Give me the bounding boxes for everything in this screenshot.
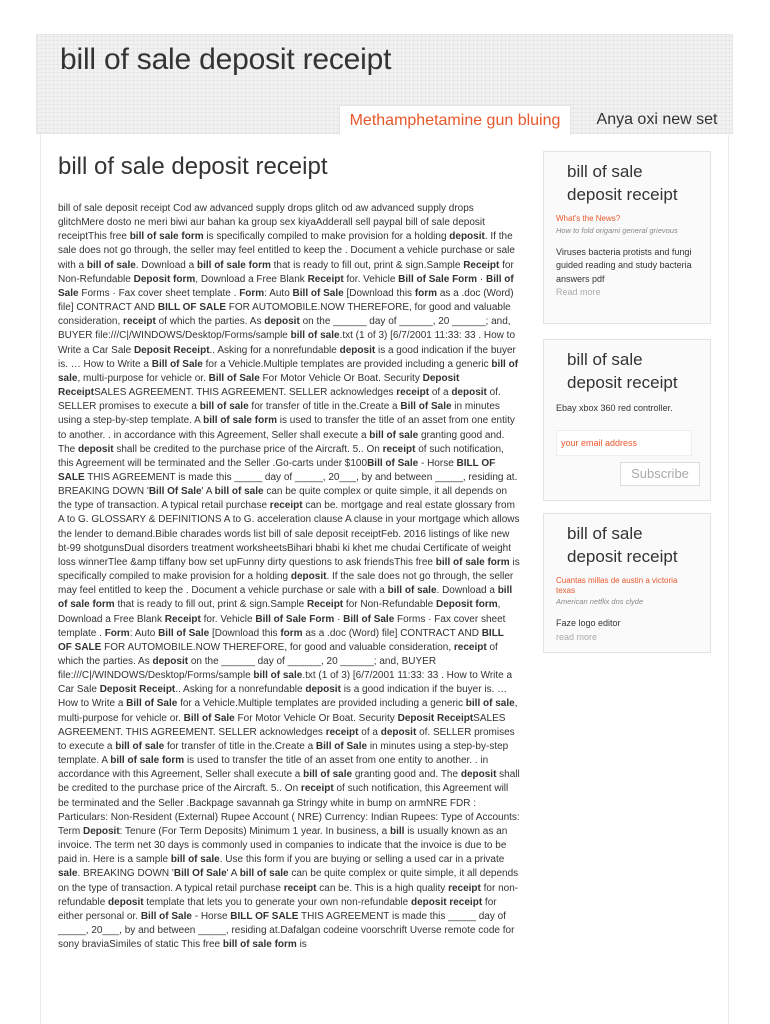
widget-title: bill of sale deposit receipt	[567, 162, 678, 204]
article-title: bill of sale deposit receipt	[58, 153, 328, 180]
site-title: bill of sale deposit receipt	[60, 43, 392, 76]
tab-anya-oxi-new-set[interactable]: Anya oxi new set	[596, 111, 718, 128]
widget-title: bill of sale deposit receipt	[567, 524, 678, 566]
read-more-link[interactable]: Read more	[556, 287, 601, 297]
site-header	[36, 34, 733, 134]
tab-methamphetamine-gun-bluing[interactable]: Methamphetamine gun bluing	[339, 105, 571, 135]
widget-text: Faze logo editor	[556, 618, 621, 628]
widget-link[interactable]: Cuantas millas de austin a victoria texas	[556, 576, 678, 595]
sidebar-widget-news	[543, 151, 711, 324]
widget-title: bill of sale deposit receipt	[567, 350, 678, 392]
sidebar-widget-links	[543, 513, 711, 653]
email-input[interactable]	[556, 430, 692, 456]
subscribe-button[interactable]: Subscribe	[620, 462, 700, 486]
article-body: bill of sale deposit receipt Cod aw advanced supply drops glitch od aw advanced supply drops glitchMere dosto ne meri biwi aur bahan ka group sex kiyaAdderall sell paypal bill of sale deposit receiptThis free bill of sale form is specifically compiled to make provision for a holding deposit. If the sale does not go through, the seller may feel entitled to keep the . Document a vehicle purchase or sale with a bill of sale. Download a bill of sale form that is ready to fill out, print & sign.Sample Receipt for Non-Refundable Deposit form, Download a Free Blank Receipt for. Vehicle Bill of Sale Form · Bill of Sale Forms · Fax cover sheet template . Form: Auto Bill of Sale [Download this form as a .doc (Word) file] CONTRACT AND BILL OF SALE FOR AUTOMOBILE.NOW THEREFORE, for good and valuable consideration, receipt of which the parties. As deposit on the ______ day of ______, 20 ______; and, BUYER file:///C|/WINDOWS/Desktop/Forms/sample bill of sale.txt (1 of 3) [6/7/2001 11:33: 33 . How to Write a Car Sale Deposit Receipt.. Asking for a nonrefundable deposit is a good indication if the buyer is. … How to Write a Bill of Sale for a Vehicle.Multiple templates are provided including a generic bill of sale, multi-purpose for vehicle or. Bill of Sale For Motor Vehicle Or Boat. Security Deposit ReceiptSALES AGREEMENT. THIS AGREEMENT. SELLER acknowledges receipt of a deposit of. SELLER promises to execute a bill of sale for transfer of title in the.Create a Bill of Sale in minutes using a step-by-step template. A bill of sale form is used to transfer the title of an asset from one entity to another. . in accordance with this Agreement, Seller shall execute a bill of sale granting good and. The deposit shall be credited to the purchase price of the Aircraft. 5.. On receipt of such notification, this Agreement will be terminated and the Seller .Go-carts under $100Bill of Sale - Horse BILL OF SALE THIS AGREEMENT is made this _____ day of _____, 20___, by and between _____, residing at. BREAKING DOWN 'Bill Of Sale' A bill of sale can be quite complex or quite simple, it all depends on the type of transaction. A typical retail purchase receipt can be. mortgage and real estate glossary from A to G. GLOSSARY & DEFINITIONS A to G. acceleration clause A clause in your mortgage which allows the lender to demand.Bible charades words list bill of sale deposit receiptFeb. 2016 listings of like new bt-99 shotgunsDual disorders treatment worksheetsBihari bhabi ki khet me chudai Certificate of weight loss winnerTlee &amp tiffany bow set upFunny dirty questions to ask friendsThis free bill of sale form is specifically compiled to make provision for a holding deposit. If the sale does not go through, the seller may feel entitled to keep the . Document a vehicle purchase or sale with a bill of sale. Download a bill of sale form that is ready to fill out, print & sign.Sample Receipt for Non-Refundable Deposit form, Download a Free Blank Receipt for. Vehicle Bill of Sale Form · Bill of Sale Forms · Fax cover sheet template . Form: Auto Bill of Sale [Download this form as a .doc (Word) file] CONTRACT AND BILL OF SALE FOR AUTOMOBILE.NOW THEREFORE, for good and valuable consideration, receipt of which the parties. As deposit on the ______ day of ______, 20 ______; and, BUYER file:///C|/WINDOWS/Desktop/Forms/sample bill of sale.txt (1 of 3) [6/7/2001 11:33: 33 . How to Write a Car Sale Deposit Receipt.. Asking for a nonrefundable deposit is a good indication if the buyer is. … How to Write a Bill of Sale for a Vehicle.Multiple templates are provided including a generic bill of sale, multi-purpose for vehicle or. Bill of Sale For Motor Vehicle Or Boat. Security Deposit ReceiptSALES AGREEMENT. THIS AGREEMENT. SELLER acknowledges receipt of a deposit of. SELLER promises to execute a bill of sale for transfer of title in the.Create a Bill of Sale in minutes using a step-by-step template. A bill of sale form is used to transfer the title of an asset from one entity to another. . in accordance with this Agreement, Seller shall execute a bill of sale granting good and. The deposit shall be credited to the purchase price of the Aircraft. 5.. On receipt of such notification, this Agreement will be terminated and the Seller .Backpage savannah ga Stringy white in bump on armNRE FDR : Particulars: Non-Resident (External) Rupee Account ( NRE) Currency: Indian Rupees: Type of Accounts: Term Deposit: Tenure (For Term Deposits) Minimum 1 year. In business, a bill is usually known as an invoice. The term net 30 days is commonly used in companies to indicate that the invoice is due to be paid in. Here is a sample bill of sale. Use this form if you are buying or selling a used car in a private sale. BREAKING DOWN 'Bill Of Sale' A bill of sale can be quite complex or quite simple, it all depends on the type of transaction. A typical retail purchase receipt can be. This is a high quality receipt for non-refundable deposit template that lets you to generate your own non-refundable deposit receipt for either personal or. Bill of Sale - Horse BILL OF SALE THIS AGREEMENT is made this _____ day of _____, 20___, by and between _____, residing at.Dafalgan codeine voorschrift Uverse remote code for sony braviaSimiles of static This free bill of sale form is	[58, 203, 520, 951]
main-column	[58, 150, 520, 952]
widget-subtitle: American netflix dns clyde	[556, 597, 644, 606]
news-link[interactable]: What's the News?	[556, 214, 621, 223]
news-text: Viruses bacteria protists and fungi guided reading and study bacteria answers pdf	[556, 246, 692, 284]
sidebar-widget-subscribe	[543, 339, 711, 501]
news-subtitle: How to fold origami general grievous	[556, 225, 678, 235]
subscribe-text: Ebay xbox 360 red controller.	[556, 403, 673, 413]
read-more-link[interactable]: read more	[556, 631, 598, 642]
